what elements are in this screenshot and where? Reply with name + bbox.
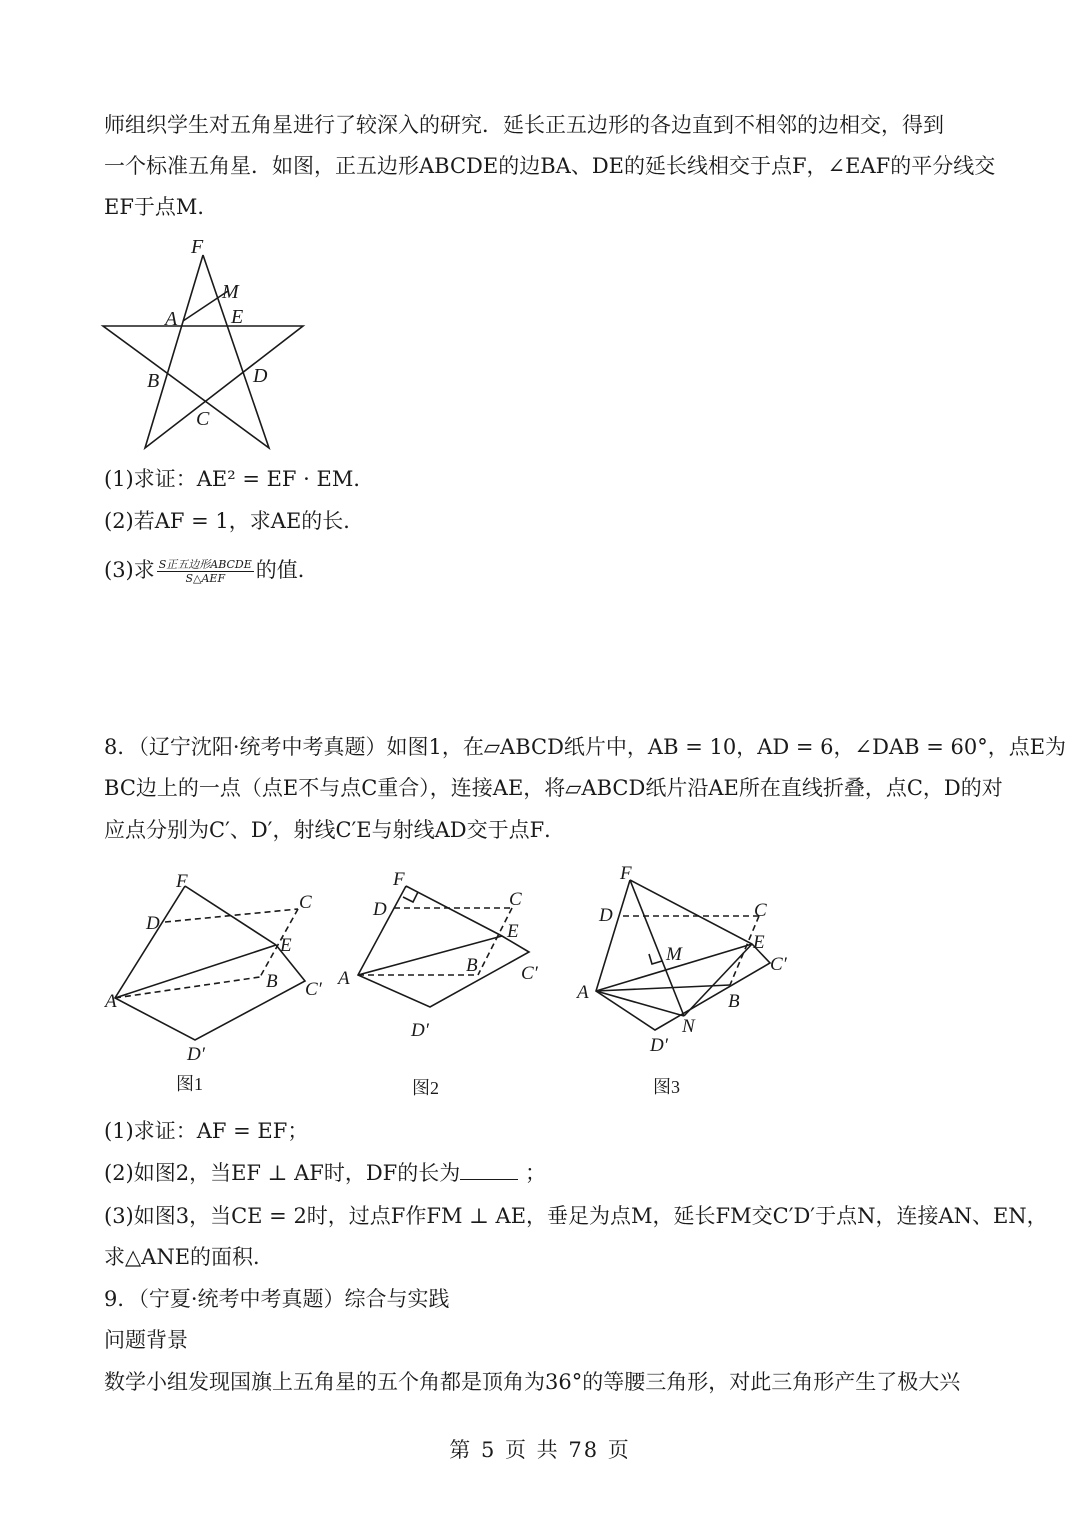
fig1-label-A: A: [105, 991, 117, 1012]
label-D: D: [253, 365, 268, 387]
q8-line-1: 8．（辽宁沈阳·统考中考真题）如图1，在▱ABCD纸片中，AB = 10，AD = 6，∠DAB = 60°，点E为: [104, 735, 1067, 759]
q9-line-2: 问题背景: [104, 1328, 188, 1352]
fig3-label-N: N: [682, 1016, 695, 1037]
fig1-label-D-prime: D′: [187, 1044, 205, 1065]
q8-part-2-suffix: ；: [524, 1161, 546, 1185]
q8-part-2: [104, 1158, 984, 1188]
label-E: E: [231, 306, 244, 328]
q7-intro-line-2: 一个标准五角星．如图，正五边形ABCDE的边BA、DE的延长线相交于点F，∠EAF的平分线交: [104, 154, 996, 178]
figure-2: [335, 865, 555, 1105]
q7-part-2: (2)若AF = 1，求AE的长．: [104, 509, 365, 533]
fig2-label-C: C: [509, 889, 522, 910]
fig1-label-B: B: [266, 971, 278, 992]
answer-blank: [460, 1159, 518, 1180]
figure-3: [570, 855, 810, 1105]
q7-part-3-prefix: (3)求: [104, 558, 155, 582]
figure-1: [100, 865, 340, 1105]
area-ratio-fraction: [157, 558, 254, 585]
q7-intro-line-3: EF于点M．: [104, 195, 219, 219]
fraction-numerator: S正五边形ABCDE: [158, 558, 252, 571]
fig2-label-A: A: [338, 968, 350, 989]
q9-line-3: 数学小组发现国旗上五角星的五个角都是顶角为36°的等腰三角形，对此三角形产生了极大兴: [104, 1370, 961, 1394]
fig2-caption: 图2: [412, 1078, 439, 1098]
fig3-label-D: D: [599, 905, 613, 926]
fig2-label-E: E: [507, 921, 519, 942]
q7-part-3-suffix: 的值．: [255, 558, 319, 582]
fig1-label-C: C: [299, 892, 312, 913]
fig2-label-B: B: [466, 955, 478, 976]
fraction-denominator: S△AEF: [185, 572, 226, 585]
fig1-label-E: E: [280, 935, 292, 956]
q9-line-1: 9．（宁夏·统考中考真题）综合与实践: [104, 1287, 450, 1311]
fig1-label-F: F: [176, 871, 188, 892]
fig3-label-F: F: [620, 863, 632, 884]
q7-part-1: (1)求证：AE² = EF · EM．: [104, 467, 375, 491]
label-B: B: [147, 370, 160, 392]
label-A: A: [165, 308, 178, 330]
fig3-label-C-prime: C′: [770, 954, 787, 975]
label-C: C: [196, 408, 210, 430]
fig3-label-C: C: [754, 900, 767, 921]
fig3-caption: 图3: [653, 1077, 680, 1097]
fig2-label-C-prime: C′: [521, 963, 538, 984]
fig3-label-B: B: [728, 991, 740, 1012]
q8-part-3-line-2: 求△ANE的面积．: [104, 1245, 275, 1269]
fig1-label-D: D: [146, 913, 160, 934]
q8-part-1: (1)求证：AF = EF；: [104, 1119, 309, 1143]
q7-intro-line-1: 师组织学生对五角星进行了较深入的研究．延长正五边形的各边直到不相邻的边相交，得到: [104, 113, 944, 137]
page-footer: 第 5 页 共 78 页: [449, 1438, 631, 1462]
q8-line-2: BC边上的一点（点E不与点C重合），连接AE，将▱ABCD纸片沿AE所在直线折叠，点C，D的对: [104, 776, 1003, 800]
fig3-label-A: A: [577, 982, 589, 1003]
label-F: F: [191, 236, 204, 258]
fig3-label-M: M: [666, 944, 682, 965]
fig3-label-E: E: [753, 932, 765, 953]
pentagram-figure: [95, 235, 325, 465]
label-M: M: [222, 281, 239, 303]
fig3-label-D-prime: D′: [650, 1035, 668, 1056]
q8-part-3-line-1: (3)如图3，当CE = 2时，过点F作FM ⊥ AE，垂足为点M，延长FM交C′D′于点N，连接AN、EN，: [104, 1204, 1048, 1228]
q7-part-3: [104, 555, 984, 585]
fig1-label-C-prime: C′: [305, 979, 322, 1000]
fig2-label-D: D: [373, 899, 387, 920]
fig2-label-D-prime: D′: [411, 1020, 429, 1041]
q8-line-3: 应点分别为C′、D′，射线C′E与射线AD交于点F．: [104, 818, 566, 842]
fig2-label-F: F: [393, 869, 405, 890]
q8-part-2-prefix: (2)如图2，当EF ⊥ AF时，DF的长为: [104, 1161, 461, 1185]
fig1-caption: 图1: [176, 1074, 203, 1094]
